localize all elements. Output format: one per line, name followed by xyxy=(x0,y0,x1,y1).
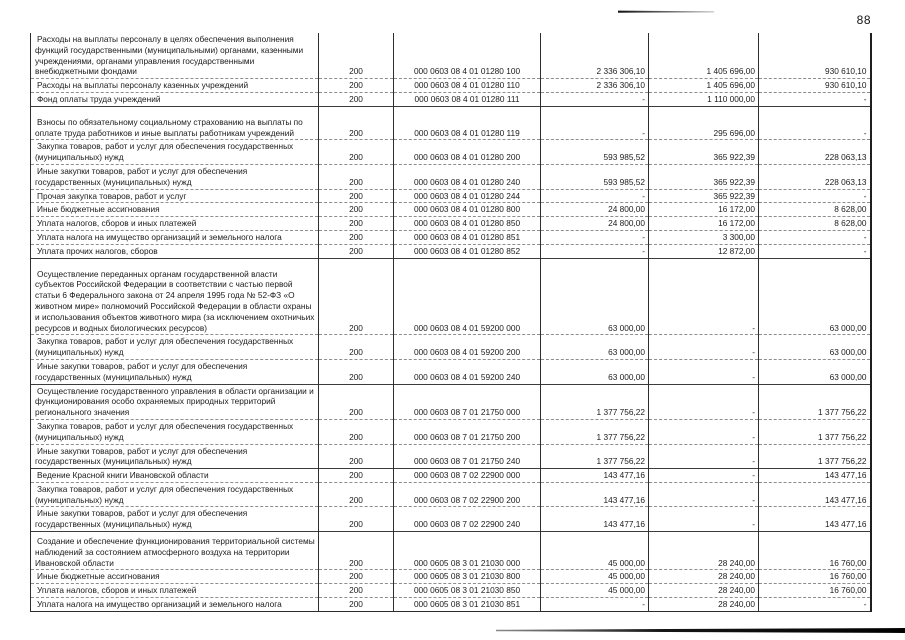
table-row xyxy=(31,33,871,79)
table-row xyxy=(31,203,871,217)
row-expense-type-code: 200 xyxy=(319,258,394,335)
table-body xyxy=(31,33,871,611)
row-amount-col1: 143 477,16 xyxy=(541,482,649,507)
page-number: 88 xyxy=(856,13,871,27)
row-expense-type-code: 200 xyxy=(319,570,394,584)
row-amount-col1: 45 000,00 xyxy=(541,532,649,570)
row-amount-col1: - xyxy=(541,598,649,612)
table-row xyxy=(31,384,871,419)
row-budget-classification-code: 000 0603 08 4 01 01280 850 xyxy=(394,217,541,231)
row-budget-classification-code: 000 0603 08 4 01 01280 240 xyxy=(394,164,541,189)
row-label: Осуществление государственного управления в области организации и функционирования особо охраняемых природных территорий регионального значения xyxy=(31,384,319,419)
row-expense-type-code: 200 xyxy=(319,532,394,570)
row-amount-col3: 143 477,16 xyxy=(759,482,871,507)
row-amount-col3: 63 000,00 xyxy=(759,359,871,384)
table-row xyxy=(31,217,871,231)
row-expense-type-code: 200 xyxy=(319,419,394,444)
row-budget-classification-code: 000 0605 08 3 01 21030 850 xyxy=(394,584,541,598)
row-expense-type-code: 200 xyxy=(319,79,394,93)
row-label: Фонд оплаты труда учреждений xyxy=(31,92,319,106)
table-row xyxy=(31,79,871,93)
row-label: Закупка товаров, работ и услуг для обеспечения государственных (муниципальных) нужд xyxy=(31,140,319,165)
row-budget-classification-code: 000 0603 08 7 01 21750 240 xyxy=(394,444,541,469)
row-amount-col2: - xyxy=(649,482,759,507)
row-label: Закупка товаров, работ и услуг для обеспечения государственных (муниципальных) нужд xyxy=(31,482,319,507)
row-expense-type-code: 200 xyxy=(319,33,394,79)
row-amount-col1: - xyxy=(541,92,649,106)
row-budget-classification-code: 000 0603 08 4 01 59200 200 xyxy=(394,335,541,360)
row-expense-type-code: 200 xyxy=(319,244,394,258)
row-label: Уплата налогов, сборов и иных платежей xyxy=(31,584,319,598)
row-budget-classification-code: 000 0603 08 4 01 59200 000 xyxy=(394,258,541,335)
row-expense-type-code: 200 xyxy=(319,106,394,140)
budget-execution-table xyxy=(30,33,872,612)
row-budget-classification-code: 000 0603 08 4 01 01280 200 xyxy=(394,140,541,165)
row-expense-type-code: 200 xyxy=(319,164,394,189)
table-row xyxy=(31,532,871,570)
row-amount-col1: 24 800,00 xyxy=(541,203,649,217)
row-label: Закупка товаров, работ и услуг для обеспечения государственных (муниципальных) нужд xyxy=(31,419,319,444)
row-label: Иные бюджетные ассигнования xyxy=(31,570,319,584)
row-label: Иные закупки товаров, работ и услуг для обеспечения государственных (муниципальных) нужд xyxy=(31,507,319,532)
row-amount-col2: 16 172,00 xyxy=(649,203,759,217)
row-amount-col1: 63 000,00 xyxy=(541,258,649,335)
row-amount-col1: - xyxy=(541,230,649,244)
row-amount-col2: - xyxy=(649,384,759,419)
row-amount-col2: 1 405 696,00 xyxy=(649,79,759,93)
row-amount-col1: 1 377 756,22 xyxy=(541,444,649,469)
row-amount-col2: 28 240,00 xyxy=(649,570,759,584)
row-amount-col3: 1 377 756,22 xyxy=(759,419,871,444)
row-budget-classification-code: 000 0603 08 7 01 21750 000 xyxy=(394,384,541,419)
row-label: Прочая закупка товаров, работ и услуг xyxy=(31,189,319,203)
row-amount-col3: 63 000,00 xyxy=(759,335,871,360)
row-amount-col1: 593 985,52 xyxy=(541,140,649,165)
row-budget-classification-code: 000 0603 08 7 02 22900 000 xyxy=(394,469,541,483)
row-amount-col3: - xyxy=(759,106,871,140)
table-row xyxy=(31,469,871,483)
row-amount-col2: 365 922,39 xyxy=(649,164,759,189)
row-amount-col2: 365 922,39 xyxy=(649,140,759,165)
row-amount-col2: - xyxy=(649,444,759,469)
row-label: Осуществление переданных органам государственной власти субъектов Российской Федерации в соответствии с частью первой статьи 6 Федерального закона от 24 апреля 1995 года № 52-ФЗ «О животном мире» полномочий Российской Федерации в области охраны и использования объектов животного мира (за исключением охотничьих ресурсов и водных биологических ресурсов) xyxy=(31,258,319,335)
table-row xyxy=(31,106,871,140)
table-row xyxy=(31,419,871,444)
row-amount-col3: 16 760,00 xyxy=(759,584,871,598)
scan-artifact-top-line xyxy=(618,10,714,13)
row-expense-type-code: 200 xyxy=(319,140,394,165)
row-expense-type-code: 200 xyxy=(319,444,394,469)
table-row xyxy=(31,359,871,384)
table-row xyxy=(31,230,871,244)
table-row xyxy=(31,507,871,532)
row-budget-classification-code: 000 0605 08 3 01 21030 000 xyxy=(394,532,541,570)
row-budget-classification-code: 000 0603 08 4 01 01280 110 xyxy=(394,79,541,93)
row-budget-classification-code: 000 0603 08 4 01 01280 100 xyxy=(394,33,541,79)
table-row xyxy=(31,598,871,612)
row-amount-col1: 143 477,16 xyxy=(541,469,649,483)
row-label: Закупка товаров, работ и услуг для обеспечения государственных (муниципальных) нужд xyxy=(31,335,319,360)
row-amount-col3: 1 377 756,22 xyxy=(759,444,871,469)
row-label: Расходы на выплаты персоналу в целях обеспечения выполнения функций государственными (муниципальными) органами, казенными учреждениями, органами управления государственными внебюджетными фондами xyxy=(31,33,319,79)
row-budget-classification-code: 000 0603 08 7 01 21750 200 xyxy=(394,419,541,444)
row-expense-type-code: 200 xyxy=(319,335,394,360)
row-amount-col1: 63 000,00 xyxy=(541,359,649,384)
row-budget-classification-code: 000 0603 08 4 01 01280 244 xyxy=(394,189,541,203)
row-amount-col2: 16 172,00 xyxy=(649,217,759,231)
row-amount-col3: 1 377 756,22 xyxy=(759,384,871,419)
row-amount-col3: 16 760,00 xyxy=(759,532,871,570)
row-label: Уплата налогов, сборов и иных платежей xyxy=(31,217,319,231)
row-budget-classification-code: 000 0603 08 7 02 22900 200 xyxy=(394,482,541,507)
row-amount-col3: - xyxy=(759,230,871,244)
row-amount-col2: 3 300,00 xyxy=(649,230,759,244)
row-amount-col2: 28 240,00 xyxy=(649,598,759,612)
row-amount-col3: - xyxy=(759,244,871,258)
table-row xyxy=(31,570,871,584)
scan-artifact-bottom-line xyxy=(496,628,905,633)
row-amount-col2: - xyxy=(649,335,759,360)
row-expense-type-code: 200 xyxy=(319,359,394,384)
row-amount-col2: 365 922,39 xyxy=(649,189,759,203)
row-amount-col1: 593 985,52 xyxy=(541,164,649,189)
row-expense-type-code: 200 xyxy=(319,482,394,507)
row-amount-col1: - xyxy=(541,189,649,203)
row-amount-col1: 45 000,00 xyxy=(541,584,649,598)
row-label: Иные закупки товаров, работ и услуг для обеспечения государственных (муниципальных) нужд xyxy=(31,164,319,189)
row-amount-col1: 2 336 306,10 xyxy=(541,33,649,79)
row-label: Создание и обеспечение функционирования территориальной системы наблюдений за состоянием атмосферного воздуха на территории Ивановской области xyxy=(31,532,319,570)
row-budget-classification-code: 000 0605 08 3 01 21030 851 xyxy=(394,598,541,612)
row-amount-col1: - xyxy=(541,244,649,258)
table-row xyxy=(31,92,871,106)
row-amount-col1: 1 377 756,22 xyxy=(541,384,649,419)
row-amount-col3: - xyxy=(759,598,871,612)
row-budget-classification-code: 000 0603 08 7 02 22900 240 xyxy=(394,507,541,532)
row-amount-col2: 12 872,00 xyxy=(649,244,759,258)
row-amount-col1: 143 477,16 xyxy=(541,507,649,532)
row-label: Иные закупки товаров, работ и услуг для обеспечения государственных (муниципальных) нужд xyxy=(31,444,319,469)
row-amount-col2: - xyxy=(649,258,759,335)
row-expense-type-code: 200 xyxy=(319,189,394,203)
row-amount-col3: 63 000,00 xyxy=(759,258,871,335)
row-budget-classification-code: 000 0603 08 4 01 01280 852 xyxy=(394,244,541,258)
row-amount-col1: 24 800,00 xyxy=(541,217,649,231)
row-amount-col2: 28 240,00 xyxy=(649,584,759,598)
table-row xyxy=(31,189,871,203)
row-amount-col2: - xyxy=(649,419,759,444)
row-label: Взносы по обязательному социальному страхованию на выплаты по оплате труда работников и иные выплаты работникам учреждений xyxy=(31,106,319,140)
row-label: Иные бюджетные ассигнования xyxy=(31,203,319,217)
row-amount-col3: 143 477,16 xyxy=(759,507,871,532)
row-amount-col3: 8 628,00 xyxy=(759,217,871,231)
row-label: Ведение Красной книги Ивановской области xyxy=(31,469,319,483)
row-amount-col2: - xyxy=(649,469,759,483)
row-amount-col3: 930 610,10 xyxy=(759,79,871,93)
row-budget-classification-code: 000 0603 08 4 01 01280 111 xyxy=(394,92,541,106)
row-amount-col2: - xyxy=(649,359,759,384)
row-amount-col3: - xyxy=(759,92,871,106)
table-row xyxy=(31,444,871,469)
row-amount-col1: 2 336 306,10 xyxy=(541,79,649,93)
row-expense-type-code: 200 xyxy=(319,598,394,612)
row-label: Уплата прочих налогов, сборов xyxy=(31,244,319,258)
row-budget-classification-code: 000 0605 08 3 01 21030 800 xyxy=(394,570,541,584)
row-label: Иные закупки товаров, работ и услуг для обеспечения государственных (муниципальных) нужд xyxy=(31,359,319,384)
row-expense-type-code: 200 xyxy=(319,507,394,532)
row-amount-col2: 1 405 696,00 xyxy=(649,33,759,79)
row-amount-col1: 45 000,00 xyxy=(541,570,649,584)
row-label: Расходы на выплаты персоналу казенных учреждений xyxy=(31,79,319,93)
row-budget-classification-code: 000 0603 08 4 01 59200 240 xyxy=(394,359,541,384)
row-expense-type-code: 200 xyxy=(319,203,394,217)
row-amount-col2: - xyxy=(649,507,759,532)
row-amount-col3: - xyxy=(759,189,871,203)
row-amount-col3: 8 628,00 xyxy=(759,203,871,217)
row-expense-type-code: 200 xyxy=(319,92,394,106)
row-expense-type-code: 200 xyxy=(319,584,394,598)
row-budget-classification-code: 000 0603 08 4 01 01280 119 xyxy=(394,106,541,140)
row-amount-col1: 1 377 756,22 xyxy=(541,419,649,444)
row-amount-col3: 143 477,16 xyxy=(759,469,871,483)
table-row xyxy=(31,164,871,189)
row-amount-col3: 228 063,13 xyxy=(759,140,871,165)
table-row xyxy=(31,584,871,598)
row-amount-col3: 228 063,13 xyxy=(759,164,871,189)
table-row xyxy=(31,244,871,258)
row-label: Уплата налога на имущество организаций и земельного налога xyxy=(31,598,319,612)
row-expense-type-code: 200 xyxy=(319,230,394,244)
row-expense-type-code: 200 xyxy=(319,384,394,419)
row-label: Уплата налога на имущество организаций и земельного налога xyxy=(31,230,319,244)
table-row xyxy=(31,335,871,360)
table-row xyxy=(31,482,871,507)
row-amount-col3: 16 760,00 xyxy=(759,570,871,584)
row-budget-classification-code: 000 0603 08 4 01 01280 851 xyxy=(394,230,541,244)
table-row xyxy=(31,258,871,335)
row-amount-col2: 1 110 000,00 xyxy=(649,92,759,106)
row-amount-col2: 28 240,00 xyxy=(649,532,759,570)
row-expense-type-code: 200 xyxy=(319,469,394,483)
row-amount-col1: 63 000,00 xyxy=(541,335,649,360)
row-amount-col3: 930 610,10 xyxy=(759,33,871,79)
row-amount-col2: 295 696,00 xyxy=(649,106,759,140)
row-amount-col1: - xyxy=(541,106,649,140)
table-row xyxy=(31,140,871,165)
row-budget-classification-code: 000 0603 08 4 01 01280 800 xyxy=(394,203,541,217)
row-expense-type-code: 200 xyxy=(319,217,394,231)
